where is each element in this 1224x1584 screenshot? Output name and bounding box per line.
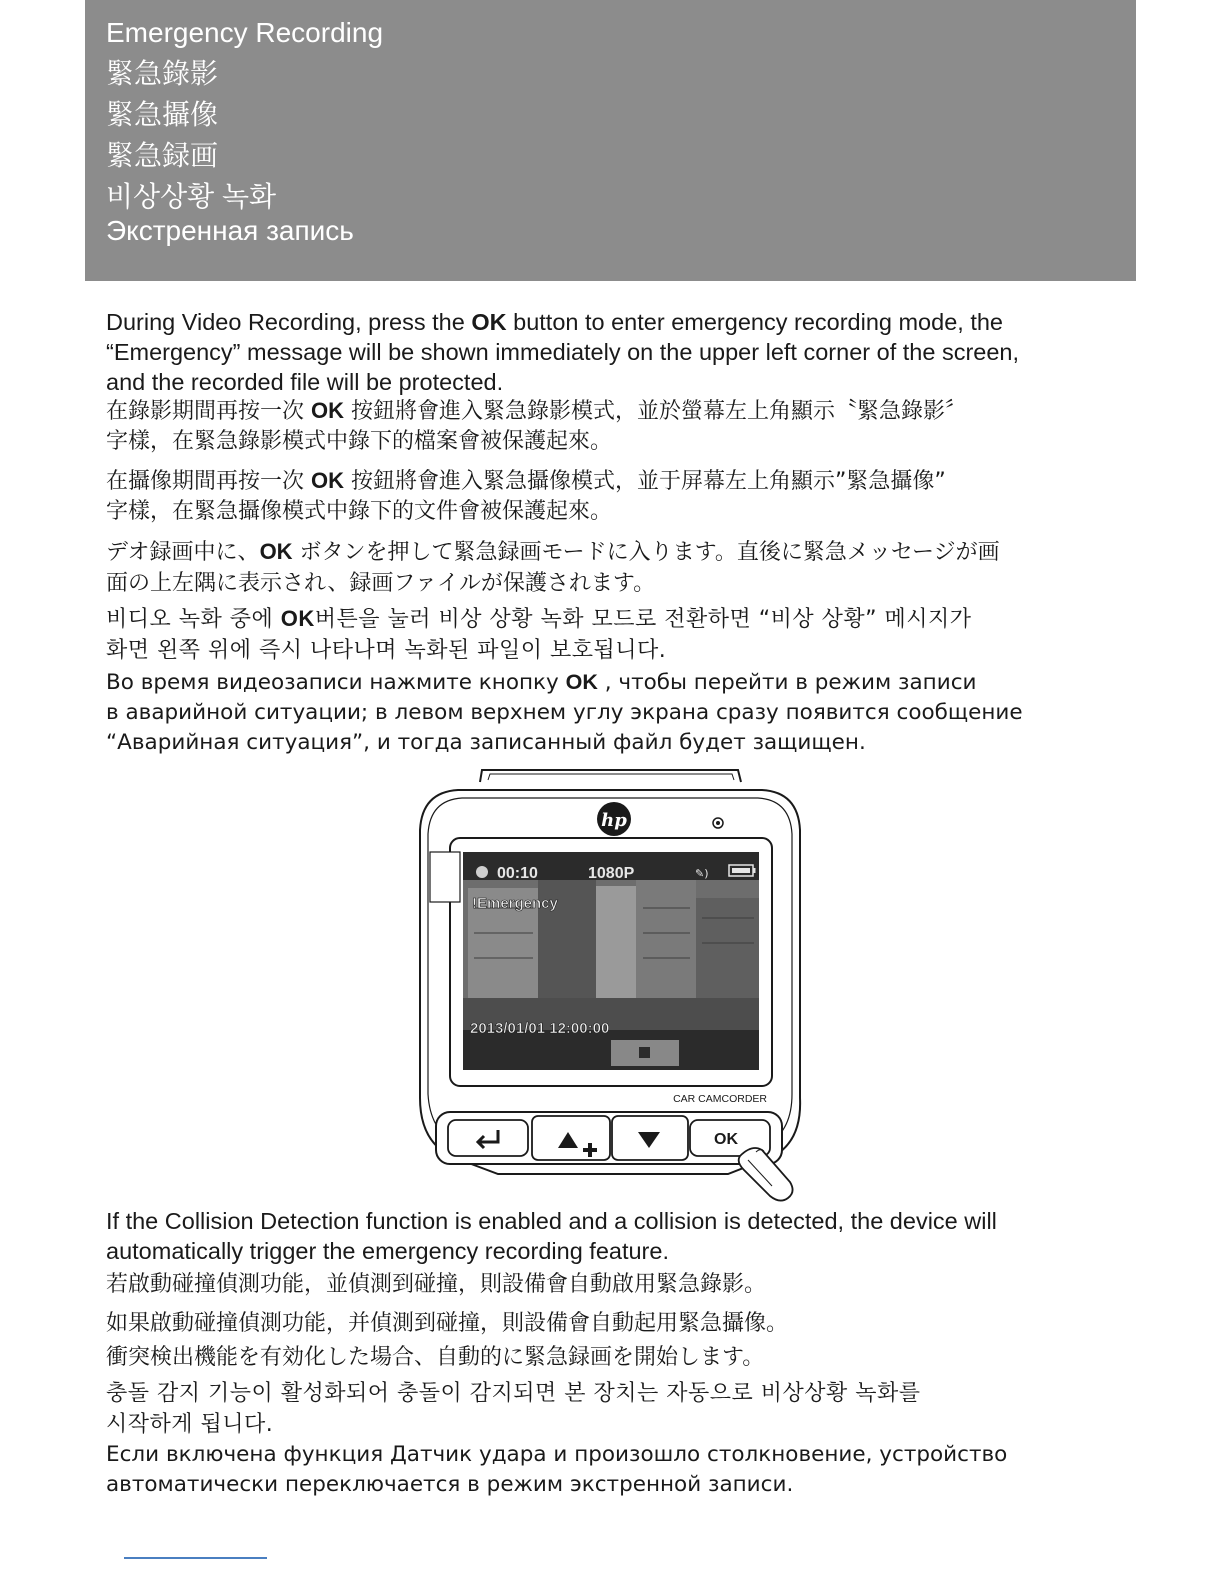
s1-en-line: “Emergency” message will be shown immediately on the upper left corner of the screen, <box>106 339 1020 365</box>
s1-en-text: During Video Recording, press the <box>106 309 472 335</box>
s2-ru-line: автоматически переключается в режим экстренной записи. <box>106 1472 794 1497</box>
s2-ko-line: 시작하게 됩니다. <box>106 1412 274 1437</box>
s1-ko-text: 비디오 녹화 중에 <box>106 607 281 632</box>
ok-label: OK <box>280 606 315 631</box>
back-button[interactable] <box>448 1120 528 1156</box>
down-button[interactable] <box>612 1116 688 1160</box>
s1-en-line: and the recorded file will be protected. <box>106 369 504 395</box>
s2-ko <box>106 1378 1166 1440</box>
s1-ru <box>106 667 1166 758</box>
ok-label: OK <box>311 398 344 423</box>
s2-ru <box>106 1440 1166 1500</box>
s1-ru-line: в аварийной ситуации; в левом верхнем углу экрана сразу появится сообщение <box>106 700 1023 725</box>
car-camcorder-label: CAR CAMCORDER <box>673 1093 767 1105</box>
title-zh-tw: 緊急錄影 <box>106 58 219 89</box>
s2-zhtw-line: 若啟動碰撞偵測功能，並偵測到碰撞，則設備會自動啟用緊急錄影。 <box>106 1272 767 1297</box>
s2-jp-line: 衝突検出機能を有効化した場合、自動的に緊急録画を開始します。 <box>106 1345 765 1370</box>
s2-en-line: If the Collision Detection function is enabled and a collision is detected, the device will <box>106 1208 997 1234</box>
s1-ru-text: , чтобы перейти в режим записи <box>597 670 977 695</box>
hp-logo <box>597 802 631 836</box>
timestamp: 2013/01/01 12:00:00 <box>470 1020 610 1037</box>
s2-zhcn-line: 如果啟動碰撞偵測功能，并偵測到碰撞，則設備會自動起用緊急攝像。 <box>106 1311 789 1336</box>
s1-zh-cn <box>106 466 1166 527</box>
ok-label: OK <box>259 539 293 564</box>
s2-zh-tw <box>106 1270 1166 1300</box>
s1-english <box>106 307 1166 397</box>
title-jp: 緊急録画 <box>106 140 219 171</box>
s1-ko-line: 화면 왼쪽 위에 즉시 나타나며 녹화된 파일이 보호됩니다. <box>106 638 667 663</box>
s1-jp <box>106 536 1166 599</box>
up-button[interactable] <box>532 1116 610 1160</box>
emergency-message: !Emergency <box>472 895 558 912</box>
s1-zhtw-text: 在錄影期間再按一次 <box>106 399 311 424</box>
ok-label: OK <box>471 309 507 335</box>
svg-text:hp: hp <box>601 810 627 831</box>
s1-zhcn-text: 按鈕將會進入緊急攝像模式，並于屏幕左上角顯示”緊急攝像” <box>344 469 946 494</box>
header-banner <box>85 0 1136 281</box>
s1-zh-tw <box>106 396 1166 457</box>
s2-en-line: automatically trigger the emergency recording feature. <box>106 1238 669 1264</box>
s2-ru-line: Если включена функция Датчик удара и произошло столкновение, устройство <box>106 1442 1008 1467</box>
s1-jp-line: 面の上左隅に表示され、録画ファイルが保護されます。 <box>106 571 656 596</box>
s1-en-text: button to enter emergency recording mode, the <box>506 309 1003 335</box>
s2-ko-line: 충돌 감지 기능이 활성화되어 충돌이 감지되면 본 장치는 자동으로 비상상황 녹화를 <box>106 1381 921 1406</box>
s1-jp-text: ボタンを押して緊急録画モードに入ります。直後に緊急メッセージが画 <box>292 540 1000 565</box>
s1-zhcn-text: 在攝像期間再按一次 <box>106 469 311 494</box>
gps-signal-icon: ✎) <box>695 867 709 880</box>
s2-zh-cn <box>106 1309 1166 1339</box>
s1-zhtw-line: 字樣，在緊急錄影模式中錄下的檔案會被保護起來。 <box>106 429 613 454</box>
record-time: 00:10 <box>497 865 538 882</box>
s1-zhtw-text: 按鈕將會進入緊急錄影模式，並於螢幕左上角顯示〝緊急錄影〞 <box>344 399 967 424</box>
s2-english <box>106 1206 1166 1266</box>
stop-icon <box>639 1047 650 1058</box>
title-zh-cn: 緊急攝像 <box>106 99 219 130</box>
s1-zhcn-line: 字樣，在緊急攝像模式中錄下的文件會被保護起來。 <box>106 499 613 524</box>
resolution: 1080P <box>588 865 635 882</box>
footer-rule <box>124 1557 267 1559</box>
title-en: Emergency Recording <box>106 17 384 48</box>
s1-ru-text: Во время видеозаписи нажмите кнопку <box>106 670 566 695</box>
title-ru: Экстренная запись <box>106 215 354 246</box>
s2-jp <box>106 1342 1166 1373</box>
svg-text:OK: OK <box>714 1131 738 1148</box>
ok-label: OK <box>311 468 344 493</box>
finger-icon <box>739 1148 793 1201</box>
record-dot-icon <box>476 866 488 878</box>
ok-label: OK <box>565 670 598 694</box>
title-ko: 비상상황 녹화 <box>106 181 277 212</box>
s1-ru-line: “Аварийная ситуация”, и тогда записанный файл будет защищен. <box>106 730 866 755</box>
s1-jp-text: デオ録画中に、 <box>106 540 260 565</box>
s1-ko-text: 버튼을 눌러 비상 상황 녹화 모드로 전환하면 “비상 상황” 메시지가 <box>314 607 972 632</box>
dashcam-illustration <box>418 768 803 1208</box>
s1-ko <box>106 603 1166 666</box>
